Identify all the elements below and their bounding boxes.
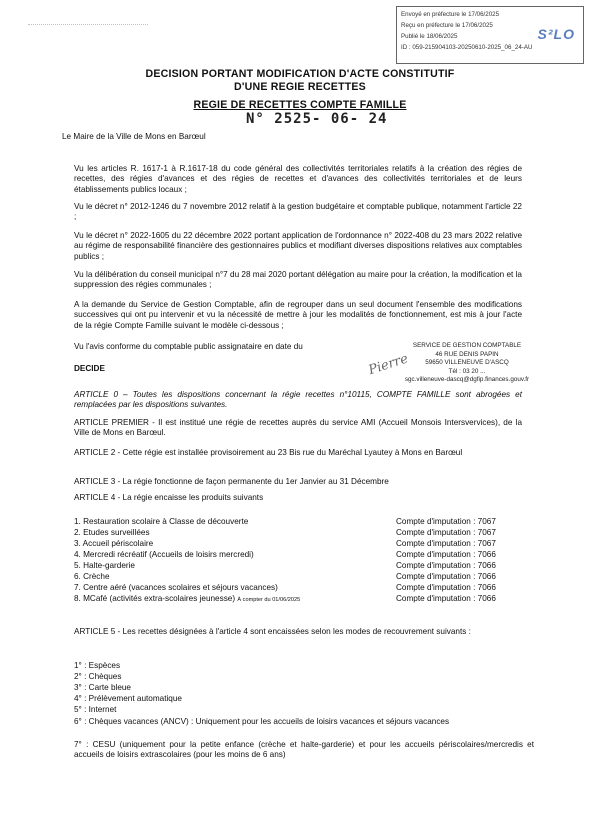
- list-item: [74, 583, 544, 593]
- list-item: 5° : Internet: [74, 705, 117, 714]
- demande-paragraph: A la demande du Service de Gestion Comptable, afin de regrouper dans un seul document l'ensemble des modifications successives qui ont pu intervenir et vu la nécessité de mettre à jour les modalités de fonctionnement, est mis à jour l'acte de la régie Compte Famille suivant le modèle ci-dessous ;: [74, 300, 522, 330]
- list-item: [74, 594, 544, 604]
- comptable-signature: Pierre: [366, 351, 411, 379]
- document-subtitle: D'UNE REGIE RECETTES: [234, 81, 366, 93]
- produit-label: 2. Etudes surveillées: [74, 528, 150, 537]
- comptable-street: 46 RUE DENIS PAPIN: [435, 350, 499, 358]
- list-item: [74, 550, 544, 560]
- stamp-published: Publié le 18/06/2025: [401, 33, 458, 40]
- vu-paragraph-4: Vu la délibération du conseil municipal n°7 du 28 mai 2020 portant délégation au maire pour la création, la modification et la suppression des régies communales ;: [74, 270, 522, 290]
- list-item: 7° : CESU (uniquement pour la petite enfance (crèche et halte-garderie) et pour les accueils périscolaires/mercredis et accueils de loisirs extrascolaires (pour les moins de 6 ans): [74, 740, 534, 760]
- list-item: 1° : Espèces: [74, 661, 121, 670]
- produit-label: 3. Accueil périscolaire: [74, 539, 154, 548]
- document-title: DECISION PORTANT MODIFICATION D'ACTE CONSTITUTIF: [145, 68, 455, 80]
- article-premier: ARTICLE PREMIER - Il est institué une régie de recettes auprès du service AMI (Accueil Monsois Intersvervices), de la Ville de Mons en Barœul.: [74, 418, 522, 438]
- decide-heading: DECIDE: [74, 364, 105, 373]
- decision-number: N° 2525- 06- 24: [246, 111, 388, 127]
- comptable-email: sgc.villeneuve-dascq@dgfip.finances.gouv.fr: [404, 376, 530, 384]
- list-item: [74, 528, 544, 538]
- comptable-phone: Tél : 03 20 ...: [448, 367, 486, 375]
- produit-code: Compte d'imputation : 7067: [396, 539, 496, 548]
- produit-label-text: 8. MCafé (activités extra-scolaires jeunesse): [74, 594, 236, 603]
- intro-text: Le Maire de la Ville de Mons en Barœul: [62, 132, 206, 141]
- produit-label: 5. Halte-garderie: [74, 561, 135, 570]
- produit-code: Compte d'imputation : 7066: [396, 583, 496, 592]
- prefecture-stamp: [396, 6, 584, 64]
- produit-label: [74, 594, 300, 603]
- list-item: [74, 561, 544, 571]
- s2lo-logo: S²LO: [537, 26, 575, 42]
- article-3: ARTICLE 3 - La régie fonctionne de façon permanente du 1er Janvier au 31 Décembre: [74, 477, 389, 486]
- produit-code: Compte d'imputation : 7066: [396, 561, 496, 570]
- vu-paragraph-2: Vu le décret n° 2012-1246 du 7 novembre 2012 relatif à la gestion budgétaire et comptable publique, notamment l'article 22 ;: [74, 202, 522, 222]
- produit-label: 1. Restauration scolaire à Classe de découverte: [74, 517, 249, 526]
- stamp-received: Reçu en préfecture le 17/06/2025: [401, 22, 493, 29]
- vu-paragraph-1: Vu les articles R. 1617-1 à R.1617-18 du code général des collectivités territoriales relatifs à la création des régies de recettes, des régies d'avances et des régies de recettes et d'avances des collectivités territoriales et de leurs établissements publics locaux ;: [74, 164, 522, 194]
- article-2: ARTICLE 2 - Cette régie est installée provisoirement au 23 Bis rue du Maréchal Lyautey à Mons en Barœul: [74, 448, 463, 457]
- list-item: [74, 517, 544, 527]
- list-item: 3° : Carte bleue: [74, 683, 131, 692]
- produit-label: 7. Centre aéré (vacances scolaires et séjours vacances): [74, 583, 278, 592]
- produit-label: 6. Crèche: [74, 572, 110, 581]
- list-item: 4° : Prélèvement automatique: [74, 694, 182, 703]
- produit-code: Compte d'imputation : 7067: [396, 517, 496, 526]
- vu-paragraph-3: Vu le décret n° 2022-1605 du 22 décembre 2022 portant application de l'ordonnance n° 2022-408 du 23 mars 2022 relative au régime de responsabilité financière des gestionnaires publics et modifiant diverses dispositions relatives aux comptables publics ;: [74, 231, 522, 261]
- comptable-service: SERVICE DE GESTION COMPTABLE: [412, 342, 522, 349]
- article-4: ARTICLE 4 - La régie encaisse les produits suivants: [74, 493, 264, 502]
- list-item: [74, 572, 544, 582]
- produit-note: À compter du 01/06/2025: [237, 597, 301, 603]
- article-0: ARTICLE 0 – Toutes les dispositions concernant la régie recettes n°10115, COMPTE FAMILLE sont abrogées et remplacées par les dispositions suivantes.: [74, 390, 522, 410]
- produit-code: Compte d'imputation : 7067: [396, 528, 496, 537]
- list-item: 6° : Chèques vacances (ANCV) : Uniquement pour les accueils de loisirs vacances et séjours vacances: [74, 717, 450, 726]
- regie-title: REGIE DE RECETTES COMPTE FAMILLE: [193, 99, 407, 111]
- handwritten-mark: [28, 6, 148, 25]
- list-item: 2° : Chèques: [74, 672, 122, 681]
- produit-code: Compte d'imputation : 7066: [396, 594, 496, 603]
- stamp-id: ID : 059-215904103-20250610-2025_06_24-AU: [401, 44, 533, 51]
- stamp-sent: Envoyé en préfecture le 17/06/2025: [401, 11, 500, 18]
- vu-paragraph-5: Vu l'avis conforme du comptable public assignataire en date du: [74, 342, 303, 351]
- produit-code: Compte d'imputation : 7066: [396, 550, 496, 559]
- list-item: [74, 539, 544, 549]
- produit-code: Compte d'imputation : 7066: [396, 572, 496, 581]
- comptable-city: 59650 VILLENEUVE D'ASCQ: [425, 359, 509, 367]
- produit-label: 4. Mercredi récréatif (Accueils de loisirs mercredi): [74, 550, 254, 559]
- article-5: ARTICLE 5 - Les recettes désignées à l'article 4 sont encaissées selon les modes de recouvrement suivants :: [74, 627, 471, 636]
